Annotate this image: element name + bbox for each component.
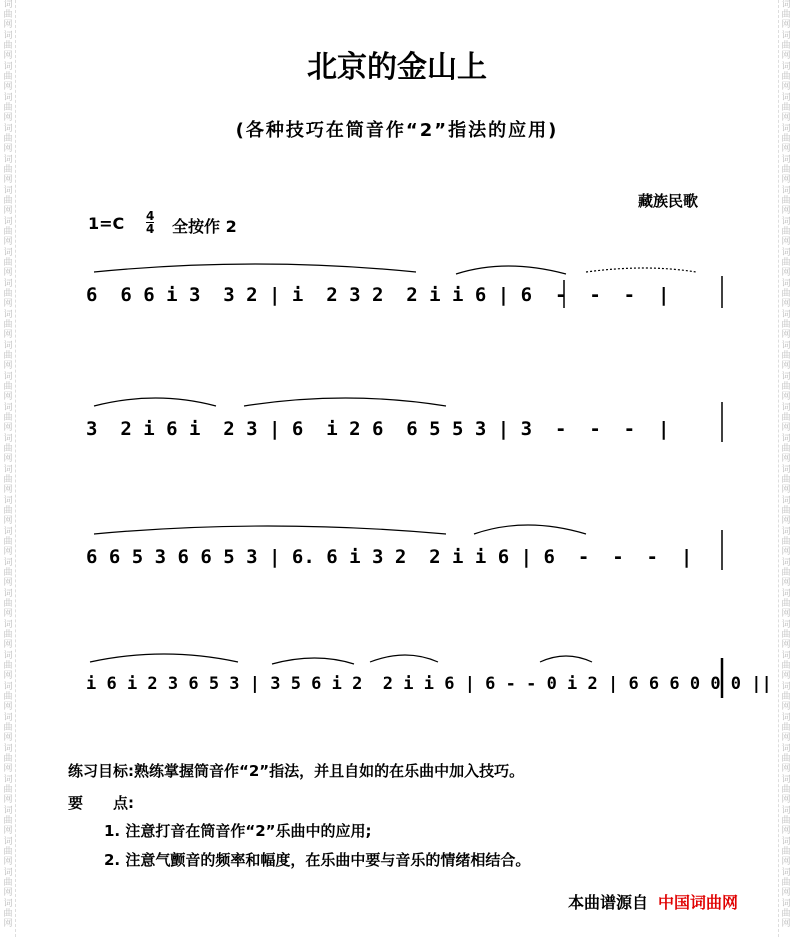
watermark-group	[779, 372, 793, 403]
watermark-group	[1, 186, 15, 217]
watermark-char: 网	[781, 578, 791, 588]
watermark-char: 词	[781, 589, 791, 599]
watermark-char: 曲	[3, 878, 13, 888]
watermark-char: 词	[781, 155, 791, 165]
watermark-char: 曲	[3, 816, 13, 826]
watermark-char: 词	[781, 496, 791, 506]
watermark-char: 网	[781, 82, 791, 92]
watermark-char: 词	[781, 279, 791, 289]
watermark-char: 曲	[3, 630, 13, 640]
watermark-char: 网	[781, 826, 791, 836]
watermark-group	[1, 589, 15, 620]
watermark-char: 网	[3, 671, 13, 681]
watermark-group	[779, 682, 793, 713]
watermark-group	[779, 155, 793, 186]
staff-line-1	[86, 258, 726, 318]
watermark-group	[779, 217, 793, 248]
watermark-group	[779, 310, 793, 341]
watermark-char: 网	[3, 826, 13, 836]
watermark-group	[1, 434, 15, 465]
watermark-char: 词	[781, 124, 791, 134]
watermark-char: 词	[781, 403, 791, 413]
watermark-char: 曲	[3, 785, 13, 795]
watermark-group	[779, 527, 793, 558]
watermark-char: 词	[3, 775, 13, 785]
watermark-char: 词	[781, 651, 791, 661]
watermark-char: 网	[3, 20, 13, 30]
watermark-char: 曲	[3, 103, 13, 113]
watermark-char: 网	[3, 237, 13, 247]
watermark-char: 曲	[781, 351, 791, 361]
watermark-char: 曲	[3, 723, 13, 733]
watermark-char: 曲	[781, 847, 791, 857]
watermark-char: 网	[3, 206, 13, 216]
watermark-char: 词	[3, 806, 13, 816]
watermark-char: 曲	[781, 723, 791, 733]
watermark-char: 网	[781, 702, 791, 712]
watermark-char: 曲	[3, 258, 13, 268]
watermark-group	[779, 186, 793, 217]
staff-notes-1: 6 6 6 i 3 3 2 | i 2 3 2 2 i i 6 | 6 - - - |	[86, 284, 670, 306]
watermark-char: 词	[781, 434, 791, 444]
watermark-char: 曲	[3, 506, 13, 516]
watermark-char: 曲	[3, 599, 13, 609]
watermark-char: 网	[3, 423, 13, 433]
watermark-char: 曲	[781, 568, 791, 578]
staff-line-3	[86, 520, 726, 580]
staff-notes-3: 6 6 5 3 6 6 5 3 | 6. 6 i 3 2 2 i i 6 | 6 - - - |	[86, 546, 693, 568]
watermark-char: 曲	[781, 444, 791, 454]
watermark-char: 曲	[781, 320, 791, 330]
watermark-group	[779, 806, 793, 837]
watermark-char: 曲	[781, 103, 791, 113]
watermark-group	[1, 899, 15, 930]
watermark-char: 网	[3, 268, 13, 278]
staff-line-2	[86, 392, 726, 452]
watermark-group	[779, 837, 793, 868]
watermark-group	[1, 279, 15, 310]
watermark-char: 网	[781, 454, 791, 464]
watermark-char: 网	[781, 392, 791, 402]
watermark-char: 词	[781, 527, 791, 537]
watermark-char: 曲	[781, 413, 791, 423]
watermark-group	[1, 868, 15, 899]
watermark-char: 曲	[3, 41, 13, 51]
watermark-char: 曲	[3, 196, 13, 206]
watermark-char: 网	[3, 144, 13, 154]
watermark-char: 网	[781, 640, 791, 650]
watermark-char: 词	[781, 372, 791, 382]
watermark-char: 曲	[781, 10, 791, 20]
watermark-group	[1, 341, 15, 372]
watermark-char: 曲	[781, 475, 791, 485]
watermark-char: 曲	[781, 630, 791, 640]
watermark-char: 曲	[781, 661, 791, 671]
watermark-char: 词	[3, 341, 13, 351]
credit: 藏族民歌	[638, 192, 699, 210]
watermark-char: 词	[3, 651, 13, 661]
watermark-char: 网	[3, 82, 13, 92]
key-signature: 1=C	[88, 214, 125, 233]
watermark-char: 网	[3, 795, 13, 805]
watermark-group	[1, 775, 15, 806]
watermark-char: 曲	[3, 661, 13, 671]
watermark-char: 曲	[781, 196, 791, 206]
watermark-char: 曲	[3, 351, 13, 361]
watermark-char: 曲	[781, 599, 791, 609]
watermark-char: 网	[781, 795, 791, 805]
watermark-char: 曲	[781, 909, 791, 919]
watermark-group	[779, 341, 793, 372]
watermark-char: 词	[781, 31, 791, 41]
watermark-group	[779, 651, 793, 682]
watermark-group	[779, 775, 793, 806]
watermark-char: 网	[3, 764, 13, 774]
watermark-char: 词	[781, 837, 791, 847]
watermark-group	[1, 403, 15, 434]
watermark-char: 曲	[3, 847, 13, 857]
watermark-char: 词	[781, 465, 791, 475]
watermark-char: 网	[3, 175, 13, 185]
watermark-char: 词	[3, 868, 13, 878]
watermark-char: 曲	[3, 72, 13, 82]
watermark-char: 网	[781, 919, 791, 929]
watermark-char: 网	[781, 361, 791, 371]
watermark-char: 词	[3, 186, 13, 196]
watermark-group	[779, 620, 793, 651]
watermark-char: 曲	[781, 134, 791, 144]
watermark-char: 词	[3, 155, 13, 165]
page-subtitle: (各种技巧在筒音作“2”指法的应用)	[235, 120, 559, 141]
time-signature-bottom: 4	[146, 222, 155, 236]
watermark-char: 词	[781, 62, 791, 72]
watermark-char: 曲	[3, 413, 13, 423]
watermark-group	[1, 713, 15, 744]
watermark-char: 词	[3, 217, 13, 227]
watermark-char: 词	[781, 620, 791, 630]
watermark-group	[779, 496, 793, 527]
source-label: 本曲谱源自	[568, 893, 649, 912]
staff-line-4	[86, 648, 772, 708]
watermark-char: 词	[3, 279, 13, 289]
watermark-char: 词	[3, 62, 13, 72]
watermark-char: 网	[781, 857, 791, 867]
watermark-char: 网	[3, 702, 13, 712]
watermark-char: 网	[3, 547, 13, 557]
watermark-char: 词	[781, 0, 791, 10]
watermark-char: 词	[781, 713, 791, 723]
watermark-char: 词	[781, 682, 791, 692]
watermark-char: 曲	[781, 506, 791, 516]
watermark-char: 词	[781, 341, 791, 351]
watermark-char: 网	[781, 20, 791, 30]
watermark-char: 曲	[781, 785, 791, 795]
watermark-group	[1, 372, 15, 403]
watermark-char: 词	[781, 775, 791, 785]
watermark-char: 词	[3, 248, 13, 258]
watermark-char: 网	[781, 113, 791, 123]
watermark-char: 网	[781, 51, 791, 61]
watermark-char: 曲	[3, 227, 13, 237]
time-signature	[146, 210, 154, 235]
watermark-group	[1, 217, 15, 248]
practice-goal-label: 练习目标:	[68, 762, 134, 780]
watermark-group	[779, 403, 793, 434]
watermark-char: 曲	[3, 537, 13, 547]
watermark-char: 网	[3, 609, 13, 619]
watermark-char: 曲	[3, 134, 13, 144]
watermark-char: 曲	[781, 816, 791, 826]
watermark-char: 网	[781, 144, 791, 154]
watermark-char: 曲	[3, 692, 13, 702]
watermark-char: 曲	[3, 475, 13, 485]
key-points-label: 要 点:	[68, 794, 134, 812]
watermark-group	[779, 899, 793, 930]
watermark-char: 网	[781, 888, 791, 898]
watermark-char: 网	[781, 206, 791, 216]
watermark-char: 网	[3, 516, 13, 526]
watermark-char: 曲	[3, 909, 13, 919]
watermark-char: 网	[3, 51, 13, 61]
watermark-char: 网	[3, 578, 13, 588]
watermark-group	[1, 837, 15, 868]
watermark-char: 词	[3, 465, 13, 475]
watermark-char: 词	[781, 868, 791, 878]
watermark-char: 词	[3, 744, 13, 754]
watermark-char: 词	[3, 837, 13, 847]
watermark-group	[1, 155, 15, 186]
watermark-char: 词	[781, 217, 791, 227]
watermark-char: 词	[3, 124, 13, 134]
watermark-char: 网	[3, 919, 13, 929]
watermark-char: 曲	[3, 320, 13, 330]
watermark-char: 曲	[781, 878, 791, 888]
watermark-char: 曲	[3, 568, 13, 578]
watermark-char: 网	[781, 237, 791, 247]
watermark-group	[779, 465, 793, 496]
watermark-char: 词	[3, 93, 13, 103]
watermark-char: 词	[781, 310, 791, 320]
watermark-group	[1, 806, 15, 837]
watermark-char: 词	[781, 93, 791, 103]
watermark-char: 网	[781, 609, 791, 619]
watermark-char: 词	[3, 620, 13, 630]
watermark-char: 网	[3, 857, 13, 867]
watermark-group	[1, 310, 15, 341]
watermark-char: 网	[3, 361, 13, 371]
watermark-char: 曲	[3, 382, 13, 392]
watermark-char: 曲	[781, 258, 791, 268]
watermark-group	[779, 713, 793, 744]
watermark-char: 曲	[781, 227, 791, 237]
watermark-char: 词	[781, 744, 791, 754]
watermark-group	[1, 744, 15, 775]
source-brand-link[interactable]: 中国词曲网	[658, 893, 739, 912]
watermark-char: 词	[3, 0, 13, 10]
watermark-group	[1, 248, 15, 279]
watermark-group	[1, 651, 15, 682]
watermark-char: 网	[781, 764, 791, 774]
watermark-group	[1, 0, 15, 31]
watermark-char: 词	[781, 186, 791, 196]
watermark-char: 词	[781, 899, 791, 909]
watermark-char: 网	[3, 485, 13, 495]
watermark-char: 词	[3, 434, 13, 444]
watermark-char: 网	[3, 454, 13, 464]
watermark-char: 网	[781, 175, 791, 185]
watermark-char: 词	[3, 372, 13, 382]
watermark-char: 网	[781, 547, 791, 557]
watermark-char: 网	[3, 733, 13, 743]
watermark-char: 词	[781, 806, 791, 816]
watermark-char: 曲	[3, 10, 13, 20]
watermark-char: 词	[3, 527, 13, 537]
watermark-char: 网	[781, 268, 791, 278]
key-point-2: 2. 注意气颤音的频率和幅度，在乐曲中要与音乐的情绪相结合。	[104, 851, 531, 869]
watermark-char: 网	[781, 733, 791, 743]
watermark-char: 词	[3, 31, 13, 41]
watermark-char: 词	[781, 248, 791, 258]
practice-goal-text: 熟练掌握筒音作“2”指法，并且自如的在乐曲中加入技巧。	[134, 762, 525, 780]
watermark-group	[1, 682, 15, 713]
watermark-char: 网	[781, 485, 791, 495]
practice-goal	[68, 760, 524, 781]
watermark-char: 网	[3, 888, 13, 898]
watermark-group	[779, 558, 793, 589]
watermark-char: 曲	[3, 444, 13, 454]
source-attribution	[568, 890, 738, 913]
watermark-char: 词	[3, 310, 13, 320]
watermark-group	[779, 589, 793, 620]
watermark-group	[779, 0, 793, 31]
watermark-char: 曲	[781, 41, 791, 51]
watermark-char: 词	[3, 713, 13, 723]
watermark-group	[779, 434, 793, 465]
watermark-char: 词	[781, 558, 791, 568]
watermark-group	[1, 558, 15, 589]
watermark-char: 网	[781, 516, 791, 526]
watermark-char: 网	[781, 299, 791, 309]
watermark-char: 词	[3, 558, 13, 568]
staff-notes-2: 3 2 i 6 i 2 3 | 6 i 2 6 6 5 5 3 | 3 - - - |	[86, 418, 670, 440]
watermark-char: 曲	[3, 754, 13, 764]
watermark-char: 词	[3, 589, 13, 599]
key-point-1: 1. 注意打音在筒音作“2”乐曲中的应用;	[104, 822, 372, 840]
watermark-char: 曲	[781, 72, 791, 82]
watermark-char: 网	[3, 330, 13, 340]
watermark-group	[1, 496, 15, 527]
watermark-char: 曲	[781, 382, 791, 392]
watermark-group	[1, 465, 15, 496]
watermark-char: 词	[3, 899, 13, 909]
watermark-char: 词	[3, 403, 13, 413]
watermark-char: 网	[781, 671, 791, 681]
watermark-group	[779, 868, 793, 899]
watermark-char: 词	[3, 682, 13, 692]
watermark-char: 曲	[781, 165, 791, 175]
watermark-group	[779, 248, 793, 279]
watermark-char: 曲	[781, 754, 791, 764]
watermark-char: 网	[3, 113, 13, 123]
watermark-char: 曲	[3, 289, 13, 299]
watermark-group	[1, 620, 15, 651]
watermark-char: 网	[781, 330, 791, 340]
watermark-char: 曲	[781, 692, 791, 702]
watermark-char: 网	[781, 423, 791, 433]
watermark-char: 曲	[781, 537, 791, 547]
watermark-char: 曲	[781, 289, 791, 299]
staff-notes-4: i 6 i 2 3 6 5 3 | 3 5 6 i 2 2 i i 6 | 6 - - 0 i 2 | 6 6 6 0 0 0 ||	[86, 674, 772, 694]
watermark-char: 曲	[3, 165, 13, 175]
time-signature-top: 4	[146, 209, 155, 223]
page-title: 北京的金山上	[307, 50, 487, 85]
watermark-group	[779, 744, 793, 775]
watermark-group	[779, 279, 793, 310]
watermark-group	[1, 527, 15, 558]
watermark-char: 词	[3, 496, 13, 506]
watermark-char: 网	[3, 640, 13, 650]
fingering-technique: 全按作 2	[172, 217, 237, 236]
watermark-char: 网	[3, 299, 13, 309]
watermark-char: 网	[3, 392, 13, 402]
